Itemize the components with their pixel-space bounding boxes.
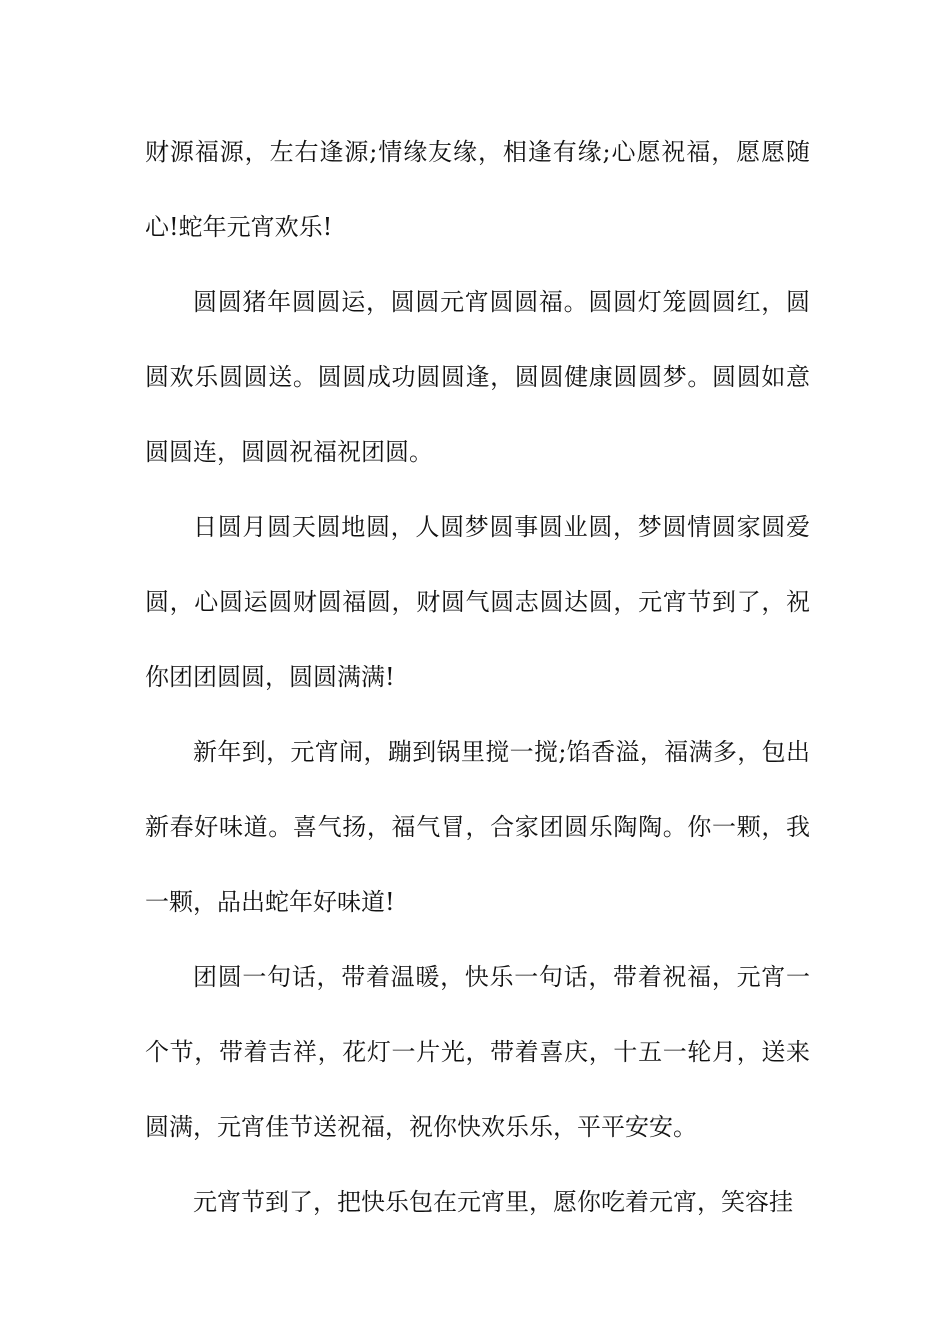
- paragraph-1: 财源福源，左右逢源;情缘友缘，相逢有缘;心愿祝福，愿愿随心!蛇年元宵欢乐!: [145, 138, 810, 241]
- paragraph-6: 元宵节到了，把快乐包在元宵里，愿你吃着元宵，笑容挂: [193, 1188, 793, 1216]
- paragraph-3: 日圆月圆天圆地圆，人圆梦圆事圆业圆，梦圆情圆家圆爱圆，心圆运圆财圆福圆，财圆气圆志圆达圆，元宵节到了，祝你团团圆圆，圆圆满满!: [145, 513, 810, 691]
- document-body: [145, 115, 810, 1240]
- paragraph-5: 团圆一句话，带着温暖，快乐一句话，带着祝福，元宵一个节，带着吉祥，花灯一片光，带着喜庆，十五一轮月，送来圆满，元宵佳节送祝福，祝你快欢乐乐，平平安安。: [145, 963, 810, 1141]
- paragraph-2: 圆圆猪年圆圆运，圆圆元宵圆圆福。圆圆灯笼圆圆红，圆圆欢乐圆圆送。圆圆成功圆圆逢，圆圆健康圆圆梦。圆圆如意圆圆连，圆圆祝福祝团圆。: [145, 288, 810, 466]
- paragraph-4: 新年到，元宵闹，蹦到锅里搅一搅;馅香溢，福满多，包出新春好味道。喜气扬，福气冒，合家团圆乐陶陶。你一颗，我一颗，品出蛇年好味道!: [145, 738, 810, 916]
